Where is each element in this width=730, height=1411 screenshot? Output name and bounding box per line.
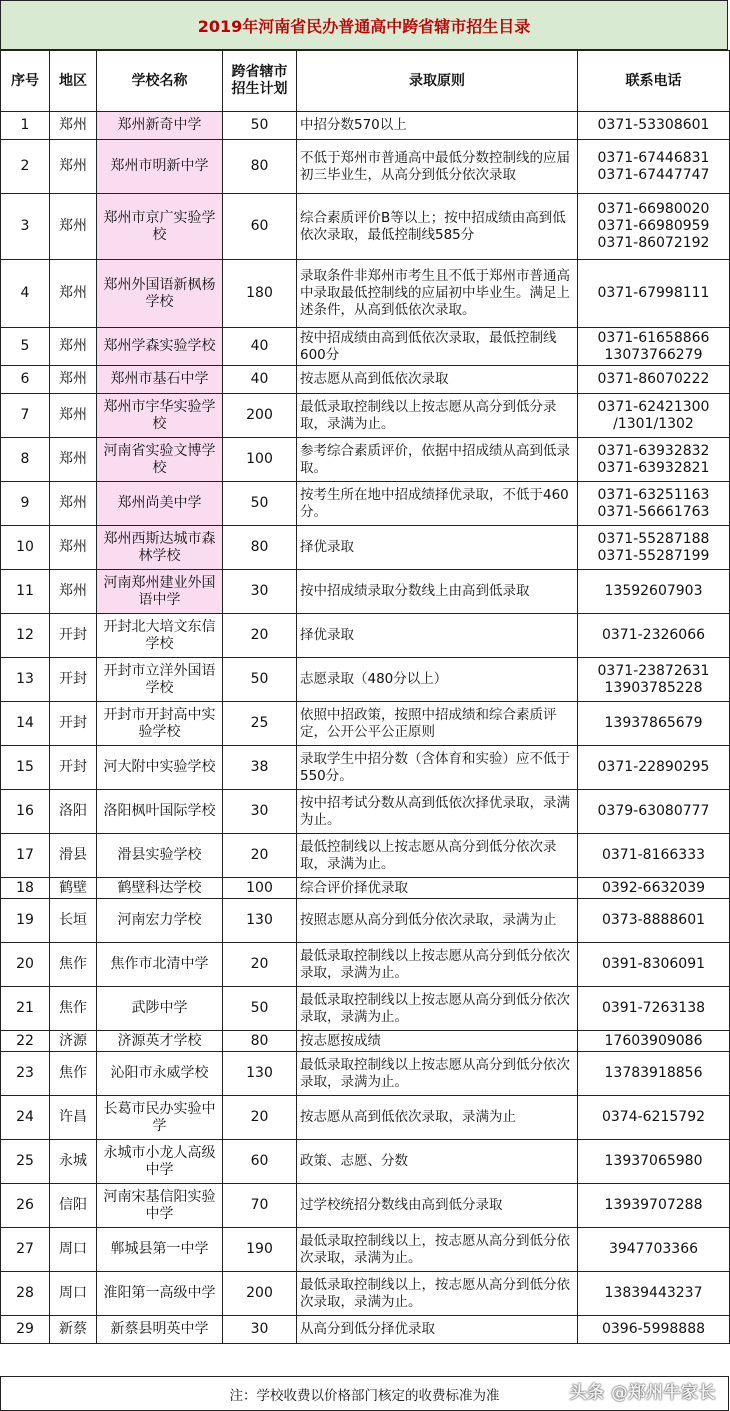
region-cell: 长垣 <box>50 899 97 943</box>
region-cell: 郑州 <box>50 260 97 328</box>
table-row <box>1 438 730 482</box>
phone-cell: 0371-66980020 0371-66980959 0371-86072192 <box>578 194 730 260</box>
row-number: 28 <box>1 1272 50 1316</box>
phone-cell: 0371-2326066 <box>578 614 730 658</box>
row-number: 10 <box>1 526 50 570</box>
header-plan-line2: 招生计划 <box>231 81 288 97</box>
plan-count-cell: 30 <box>223 570 297 614</box>
phone-cell: 0371-55287188 0371-55287199 <box>578 526 730 570</box>
header-plan-line1: 跨省辖市 <box>231 64 288 80</box>
header-no: 序号 <box>1 51 50 112</box>
plan-count-cell: 20 <box>223 1096 297 1140</box>
school-name-cell: 河大附中实验学校 <box>97 746 223 790</box>
region-cell: 永城 <box>50 1140 97 1184</box>
table-row <box>1 260 730 328</box>
school-name-cell: 开封市立洋外国语学校 <box>97 658 223 702</box>
plan-count-cell: 40 <box>223 328 297 366</box>
admission-rule-cell: 择优录取 <box>297 526 578 570</box>
phone-cell: 13937865679 <box>578 702 730 746</box>
plan-count-cell: 30 <box>223 790 297 834</box>
row-number: 17 <box>1 834 50 878</box>
phone-cell: 0391-7263138 <box>578 987 730 1031</box>
plan-count-cell: 38 <box>223 746 297 790</box>
phone-cell: 0371-53308601 <box>578 112 730 140</box>
school-name-cell: 郑州市京广实验学校 <box>97 194 223 260</box>
region-cell: 周口 <box>50 1272 97 1316</box>
table-row <box>1 1316 730 1344</box>
table-row <box>1 746 730 790</box>
admission-rule-cell: 按志愿从高到低依次录取 <box>297 366 578 394</box>
plan-count-cell: 130 <box>223 1052 297 1096</box>
table-row <box>1 1031 730 1052</box>
table-row <box>1 394 730 438</box>
region-cell: 郑州 <box>50 194 97 260</box>
row-number: 24 <box>1 1096 50 1140</box>
school-name-cell: 郑州市明新中学 <box>97 140 223 194</box>
plan-count-cell: 50 <box>223 987 297 1031</box>
table-row <box>1 1052 730 1096</box>
row-number: 18 <box>1 878 50 899</box>
table-row <box>1 987 730 1031</box>
phone-cell: 0371-67998111 <box>578 260 730 328</box>
row-number: 21 <box>1 987 50 1031</box>
region-cell: 焦作 <box>50 1052 97 1096</box>
admission-rule-cell: 录取学生中招分数（含体育和实验）应不低于550分。 <box>297 746 578 790</box>
school-name-cell: 滑县实验学校 <box>97 834 223 878</box>
plan-count-cell: 25 <box>223 702 297 746</box>
row-number: 19 <box>1 899 50 943</box>
row-number: 16 <box>1 790 50 834</box>
row-number: 2 <box>1 140 50 194</box>
table-row <box>1 1096 730 1140</box>
phone-cell: 3947703366 <box>578 1228 730 1272</box>
school-name-cell: 新蔡县明英中学 <box>97 1316 223 1344</box>
region-cell: 焦作 <box>50 987 97 1031</box>
header-plan <box>223 51 297 112</box>
table-row <box>1 328 730 366</box>
school-name-cell: 开封市开封高中实验学校 <box>97 702 223 746</box>
phone-cell: 0371-23872631 13903785228 <box>578 658 730 702</box>
phone-cell: 0371-63251163 0371-56661763 <box>578 482 730 526</box>
phone-cell: 0371-22890295 <box>578 746 730 790</box>
region-cell: 滑县 <box>50 834 97 878</box>
row-number: 20 <box>1 943 50 987</box>
admission-rule-cell: 最低录取控制线以上按志愿从高分到低分依次录取，录满为止。 <box>297 987 578 1031</box>
region-cell: 洛阳 <box>50 790 97 834</box>
school-name-cell: 济源英才学校 <box>97 1031 223 1052</box>
region-cell: 新蔡 <box>50 1316 97 1344</box>
table-row <box>1 1140 730 1184</box>
plan-count-cell: 50 <box>223 482 297 526</box>
plan-count-cell: 80 <box>223 140 297 194</box>
school-name-cell: 郑州市基石中学 <box>97 366 223 394</box>
row-number: 3 <box>1 194 50 260</box>
row-number: 27 <box>1 1228 50 1272</box>
region-cell: 郑州 <box>50 526 97 570</box>
school-name-cell: 郑州学森实验学校 <box>97 328 223 366</box>
admission-rule-cell: 从高分到低分择优录取 <box>297 1316 578 1344</box>
row-number: 23 <box>1 1052 50 1096</box>
plan-count-cell: 80 <box>223 1031 297 1052</box>
row-number: 9 <box>1 482 50 526</box>
school-name-cell: 武陟中学 <box>97 987 223 1031</box>
phone-cell: 0392-6632039 <box>578 878 730 899</box>
region-cell: 焦作 <box>50 943 97 987</box>
school-name-cell: 淮阳第一高级中学 <box>97 1272 223 1316</box>
admission-rule-cell: 最低录取控制线以上，按志愿从高分到低分依次录取，录满为止。 <box>297 1272 578 1316</box>
phone-cell: 13939707288 <box>578 1184 730 1228</box>
school-name-cell: 郸城县第一中学 <box>97 1228 223 1272</box>
admission-rule-cell: 录取条件非郑州市考生且不低于郑州市普通高中录取最低控制线的应届初中毕业生。满足上述条件，从高到低依次录取。 <box>297 260 578 328</box>
phone-cell: 0391-8306091 <box>578 943 730 987</box>
table-row <box>1 878 730 899</box>
row-number: 25 <box>1 1140 50 1184</box>
table-row <box>1 1272 730 1316</box>
admission-rule-cell: 按志愿从高到低依次录取，录满为止 <box>297 1096 578 1140</box>
row-number: 11 <box>1 570 50 614</box>
region-cell: 信阳 <box>50 1184 97 1228</box>
phone-cell: 0374-6215792 <box>578 1096 730 1140</box>
row-number: 8 <box>1 438 50 482</box>
admission-rule-cell: 按考生所在地中招成绩择优录取，不低于460分。 <box>297 482 578 526</box>
table-row <box>1 112 730 140</box>
region-cell: 开封 <box>50 614 97 658</box>
school-name-cell: 沁阳市永威学校 <box>97 1052 223 1096</box>
row-number: 26 <box>1 1184 50 1228</box>
region-cell: 郑州 <box>50 482 97 526</box>
row-number: 4 <box>1 260 50 328</box>
header-phone: 联系电话 <box>578 51 730 112</box>
plan-count-cell: 80 <box>223 526 297 570</box>
admission-table <box>0 50 730 1344</box>
admission-rule-cell: 按中招考试分数从高到低依次择优录取，录满为止。 <box>297 790 578 834</box>
watermark-logo: 头条 @郑州牛家长 <box>569 1383 716 1403</box>
admission-rule-cell: 过学校统招分数线由高到低分录取 <box>297 1184 578 1228</box>
row-number: 14 <box>1 702 50 746</box>
phone-cell: 0373-8888601 <box>578 899 730 943</box>
region-cell: 郑州 <box>50 140 97 194</box>
header-school: 学校名称 <box>97 51 223 112</box>
phone-cell: 0371-63932832 0371-63932821 <box>578 438 730 482</box>
school-name-cell: 郑州新奇中学 <box>97 112 223 140</box>
admission-rule-cell: 不低于郑州市普通高中最低分数控制线的应届初三毕业生，从高分到低分依次录取 <box>297 140 578 194</box>
school-name-cell: 开封北大培文东信学校 <box>97 614 223 658</box>
header-row <box>1 51 730 112</box>
admission-rule-cell: 综合评价择优录取 <box>297 878 578 899</box>
table-row <box>1 526 730 570</box>
school-name-cell: 郑州外国语新枫杨学校 <box>97 260 223 328</box>
phone-cell: 0371-62421300 /1301/1302 <box>578 394 730 438</box>
plan-count-cell: 20 <box>223 943 297 987</box>
school-name-cell: 河南省实验文博学校 <box>97 438 223 482</box>
table-row <box>1 140 730 194</box>
phone-cell: 13592607903 <box>578 570 730 614</box>
plan-count-cell: 180 <box>223 260 297 328</box>
row-number: 15 <box>1 746 50 790</box>
phone-cell: 0371-86070222 <box>578 366 730 394</box>
phone-cell: 13783918856 <box>578 1052 730 1096</box>
phone-cell: 0371-67446831 0371-67447747 <box>578 140 730 194</box>
plan-count-cell: 60 <box>223 194 297 260</box>
admission-rule-cell: 按中招成绩由高到低依次录取，最低控制线600分 <box>297 328 578 366</box>
admission-rule-cell: 依照中招政策，按照中招成绩和综合素质评定，公开公平公正原则 <box>297 702 578 746</box>
school-name-cell: 永城市小龙人高级中学 <box>97 1140 223 1184</box>
region-cell: 郑州 <box>50 328 97 366</box>
row-number: 6 <box>1 366 50 394</box>
phone-cell: 17603909086 <box>578 1031 730 1052</box>
region-cell: 郑州 <box>50 570 97 614</box>
row-number: 22 <box>1 1031 50 1052</box>
table-row <box>1 1228 730 1272</box>
admission-rule-cell: 按中招成绩录取分数线上由高到低录取 <box>297 570 578 614</box>
region-cell: 郑州 <box>50 366 97 394</box>
phone-cell: 0371-8166333 <box>578 834 730 878</box>
plan-count-cell: 190 <box>223 1228 297 1272</box>
plan-count-cell: 20 <box>223 834 297 878</box>
table-row <box>1 194 730 260</box>
row-number: 29 <box>1 1316 50 1344</box>
region-cell: 开封 <box>50 702 97 746</box>
region-cell: 周口 <box>50 1228 97 1272</box>
row-number: 13 <box>1 658 50 702</box>
plan-count-cell: 20 <box>223 614 297 658</box>
admission-rule-cell: 中招分数570以上 <box>297 112 578 140</box>
plan-count-cell: 60 <box>223 1140 297 1184</box>
table-row <box>1 702 730 746</box>
plan-count-cell: 50 <box>223 112 297 140</box>
row-number: 5 <box>1 328 50 366</box>
school-name-cell: 长葛市民办实验中学 <box>97 1096 223 1140</box>
row-number: 1 <box>1 112 50 140</box>
admission-rule-cell: 志愿录取（480分以上） <box>297 658 578 702</box>
table-row <box>1 943 730 987</box>
region-cell: 济源 <box>50 1031 97 1052</box>
plan-count-cell: 40 <box>223 366 297 394</box>
region-cell: 鹤壁 <box>50 878 97 899</box>
plan-count-cell: 50 <box>223 658 297 702</box>
table-row <box>1 658 730 702</box>
admission-rule-cell: 政策、志愿、分数 <box>297 1140 578 1184</box>
table-row <box>1 1184 730 1228</box>
admission-rule-cell: 择优录取 <box>297 614 578 658</box>
table-row <box>1 482 730 526</box>
school-name-cell: 郑州尚美中学 <box>97 482 223 526</box>
admission-rule-cell: 最低录取控制线以上，按志愿从高分到低分依次录取，录满为止。 <box>297 1228 578 1272</box>
school-name-cell: 河南郑州建业外国语中学 <box>97 570 223 614</box>
row-number: 7 <box>1 394 50 438</box>
region-cell: 郑州 <box>50 438 97 482</box>
phone-cell: 0379-63080777 <box>578 790 730 834</box>
table-row <box>1 834 730 878</box>
school-name-cell: 焦作市北清中学 <box>97 943 223 987</box>
admission-rule-cell: 按照志愿从高分到低分依次录取，录满为止 <box>297 899 578 943</box>
plan-count-cell: 130 <box>223 899 297 943</box>
school-name-cell: 鹤壁科达学校 <box>97 878 223 899</box>
admission-rule-cell: 最低录取控制线以上按志愿从高分到低分依次录取，录满为止。 <box>297 1052 578 1096</box>
admission-rule-cell: 最低控制线以上按志愿从高分到低分依次录取，录满为止。 <box>297 834 578 878</box>
school-name-cell: 郑州市宇华实验学校 <box>97 394 223 438</box>
header-region: 地区 <box>50 51 97 112</box>
table-row <box>1 790 730 834</box>
phone-cell: 13839443237 <box>578 1272 730 1316</box>
school-name-cell: 河南宋基信阳实验中学 <box>97 1184 223 1228</box>
region-cell: 郑州 <box>50 112 97 140</box>
table-row <box>1 614 730 658</box>
row-number: 12 <box>1 614 50 658</box>
region-cell: 开封 <box>50 746 97 790</box>
footer-note: 注：学校收费以价格部门核定的收费标准为准 <box>0 1376 729 1411</box>
phone-cell: 0396-5998888 <box>578 1316 730 1344</box>
header-rule: 录取原则 <box>297 51 578 112</box>
admission-rule-cell: 按志愿按成绩 <box>297 1031 578 1052</box>
school-name-cell: 洛阳枫叶国际学校 <box>97 790 223 834</box>
region-cell: 郑州 <box>50 394 97 438</box>
school-name-cell: 河南宏力学校 <box>97 899 223 943</box>
admission-rule-cell: 综合素质评价B等以上；按中招成绩由高到低依次录取，最低控制线585分 <box>297 194 578 260</box>
admission-rule-cell: 最低录取控制线以上按志愿从高分到低分录取，录满为止。 <box>297 394 578 438</box>
region-cell: 开封 <box>50 658 97 702</box>
table-row <box>1 366 730 394</box>
plan-count-cell: 100 <box>223 438 297 482</box>
plan-count-cell: 200 <box>223 394 297 438</box>
admission-rule-cell: 最低录取控制线以上按志愿从高分到低分依次录取，录满为止。 <box>297 943 578 987</box>
phone-cell: 13937065980 <box>578 1140 730 1184</box>
plan-count-cell: 200 <box>223 1272 297 1316</box>
plan-count-cell: 100 <box>223 878 297 899</box>
admission-rule-cell: 参考综合素质评价，依据中招成绩从高到低录取。 <box>297 438 578 482</box>
phone-cell: 0371-61658866 13073766279 <box>578 328 730 366</box>
plan-count-cell: 30 <box>223 1316 297 1344</box>
region-cell: 许昌 <box>50 1096 97 1140</box>
plan-count-cell: 70 <box>223 1184 297 1228</box>
table-row <box>1 570 730 614</box>
table-row <box>1 899 730 943</box>
table-title: 2019年河南省民办普通高中跨省辖市招生目录 <box>0 0 728 50</box>
school-name-cell: 郑州西斯达城市森林学校 <box>97 526 223 570</box>
